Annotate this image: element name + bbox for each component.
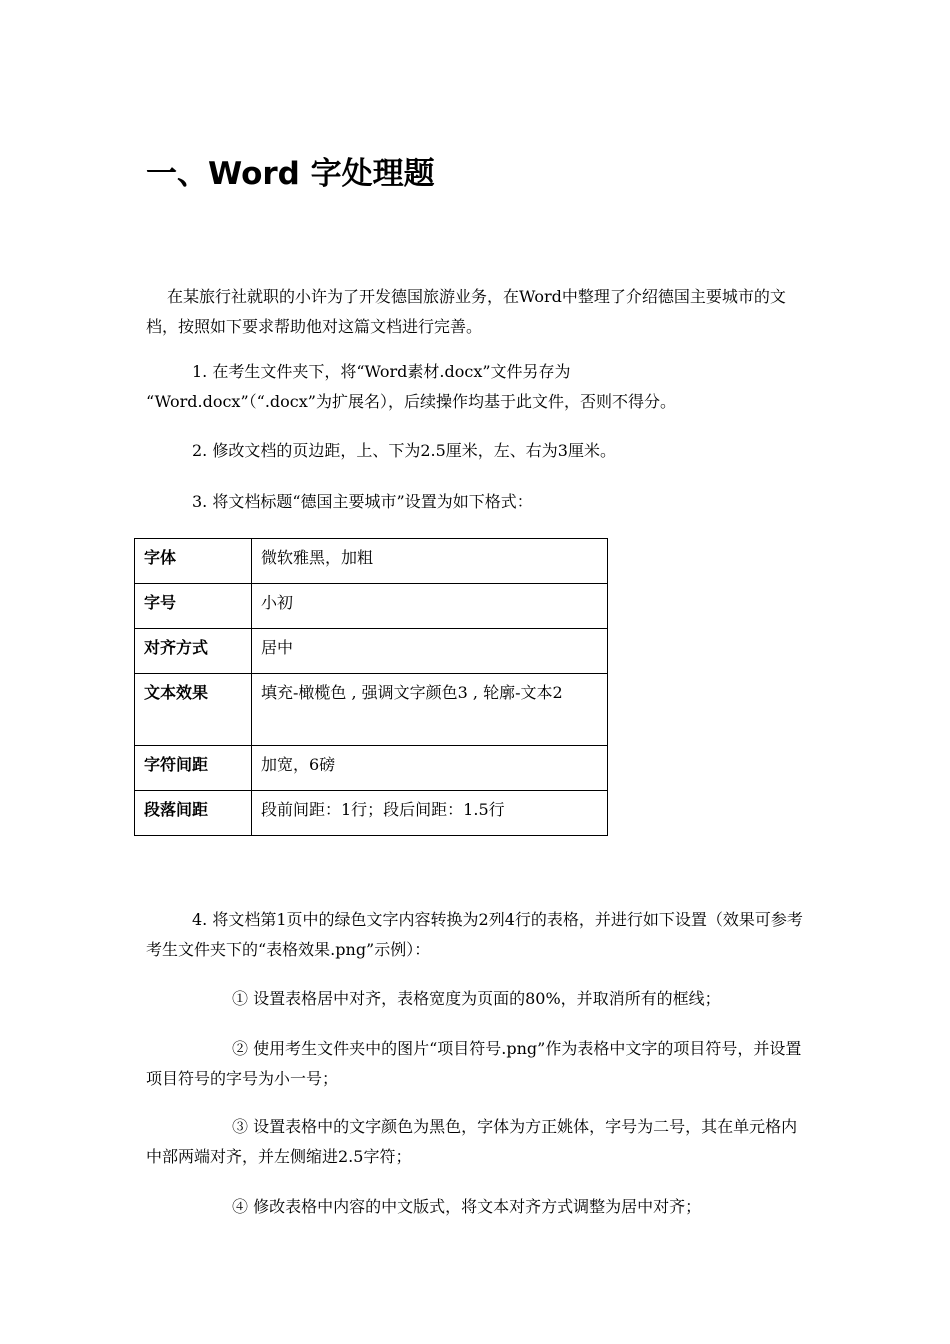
step-1-line-2: “Word.docx”（“.docx”为扩展名），后续操作均基于此文件，否则不得分。 [146, 392, 676, 411]
step-2: 2. 修改文档的页边距，上、下为2.5厘米，左、右为3厘米。 [192, 441, 616, 460]
format-value: 加宽，6磅 [252, 746, 608, 791]
format-key: 字体 [135, 539, 252, 584]
step-4-sub-2: ② 使用考生文件夹中的图片“项目符号.png”作为表格中文字的项目符号，并设置项目符号的字号为小一号； [146, 1039, 802, 1088]
table-row [135, 746, 608, 791]
format-key: 字符间距 [135, 746, 252, 791]
format-key: 对齐方式 [135, 629, 252, 674]
step-4-sub-4: ④ 修改表格中内容的中文版式，将文本对齐方式调整为居中对齐； [232, 1197, 702, 1216]
step-4-sub-3: ③ 设置表格中的文字颜色为黑色，字体为方正姚体，字号为二号，其在单元格内中部两端对齐，并左侧缩进2.5字符； [146, 1117, 798, 1166]
format-key: 文本效果 [135, 674, 252, 746]
format-value: 微软雅黑，加粗 [252, 539, 608, 584]
step-4-sub-1: ① 设置表格居中对齐，表格宽度为页面的80%，并取消所有的框线； [232, 989, 721, 1008]
table-row [135, 791, 608, 836]
format-value: 居中 [252, 629, 608, 674]
format-value: 小初 [252, 584, 608, 629]
table-row [135, 674, 608, 746]
section-heading: 一、Word 字处理题 [146, 156, 435, 192]
intro-paragraph: 在某旅行社就职的小许为了开发德国旅游业务，在Word中整理了介绍德国主要城市的文档，按照如下要求帮助他对这篇文档进行完善。 [146, 287, 786, 336]
step-1-line-1: 1. 在考生文件夹下，将“Word素材.docx”文件另存为 [192, 362, 571, 381]
step-4: 4. 将文档第1页中的绿色文字内容转换为2列4行的表格，并进行如下设置（效果可参考考生文件夹下的“表格效果.png”示例）： [146, 910, 803, 959]
table-row [135, 584, 608, 629]
format-value: 填充-橄榄色 , 强调文字颜色3 , 轮廓-文本2 [252, 674, 608, 746]
format-key: 段落间距 [135, 791, 252, 836]
step-3: 3. 将文档标题“德国主要城市”设置为如下格式： [192, 492, 533, 511]
format-table [134, 538, 608, 836]
format-key: 字号 [135, 584, 252, 629]
format-value: 段前间距：1行；段后间距：1.5行 [252, 791, 608, 836]
table-row [135, 629, 608, 674]
table-row [135, 539, 608, 584]
